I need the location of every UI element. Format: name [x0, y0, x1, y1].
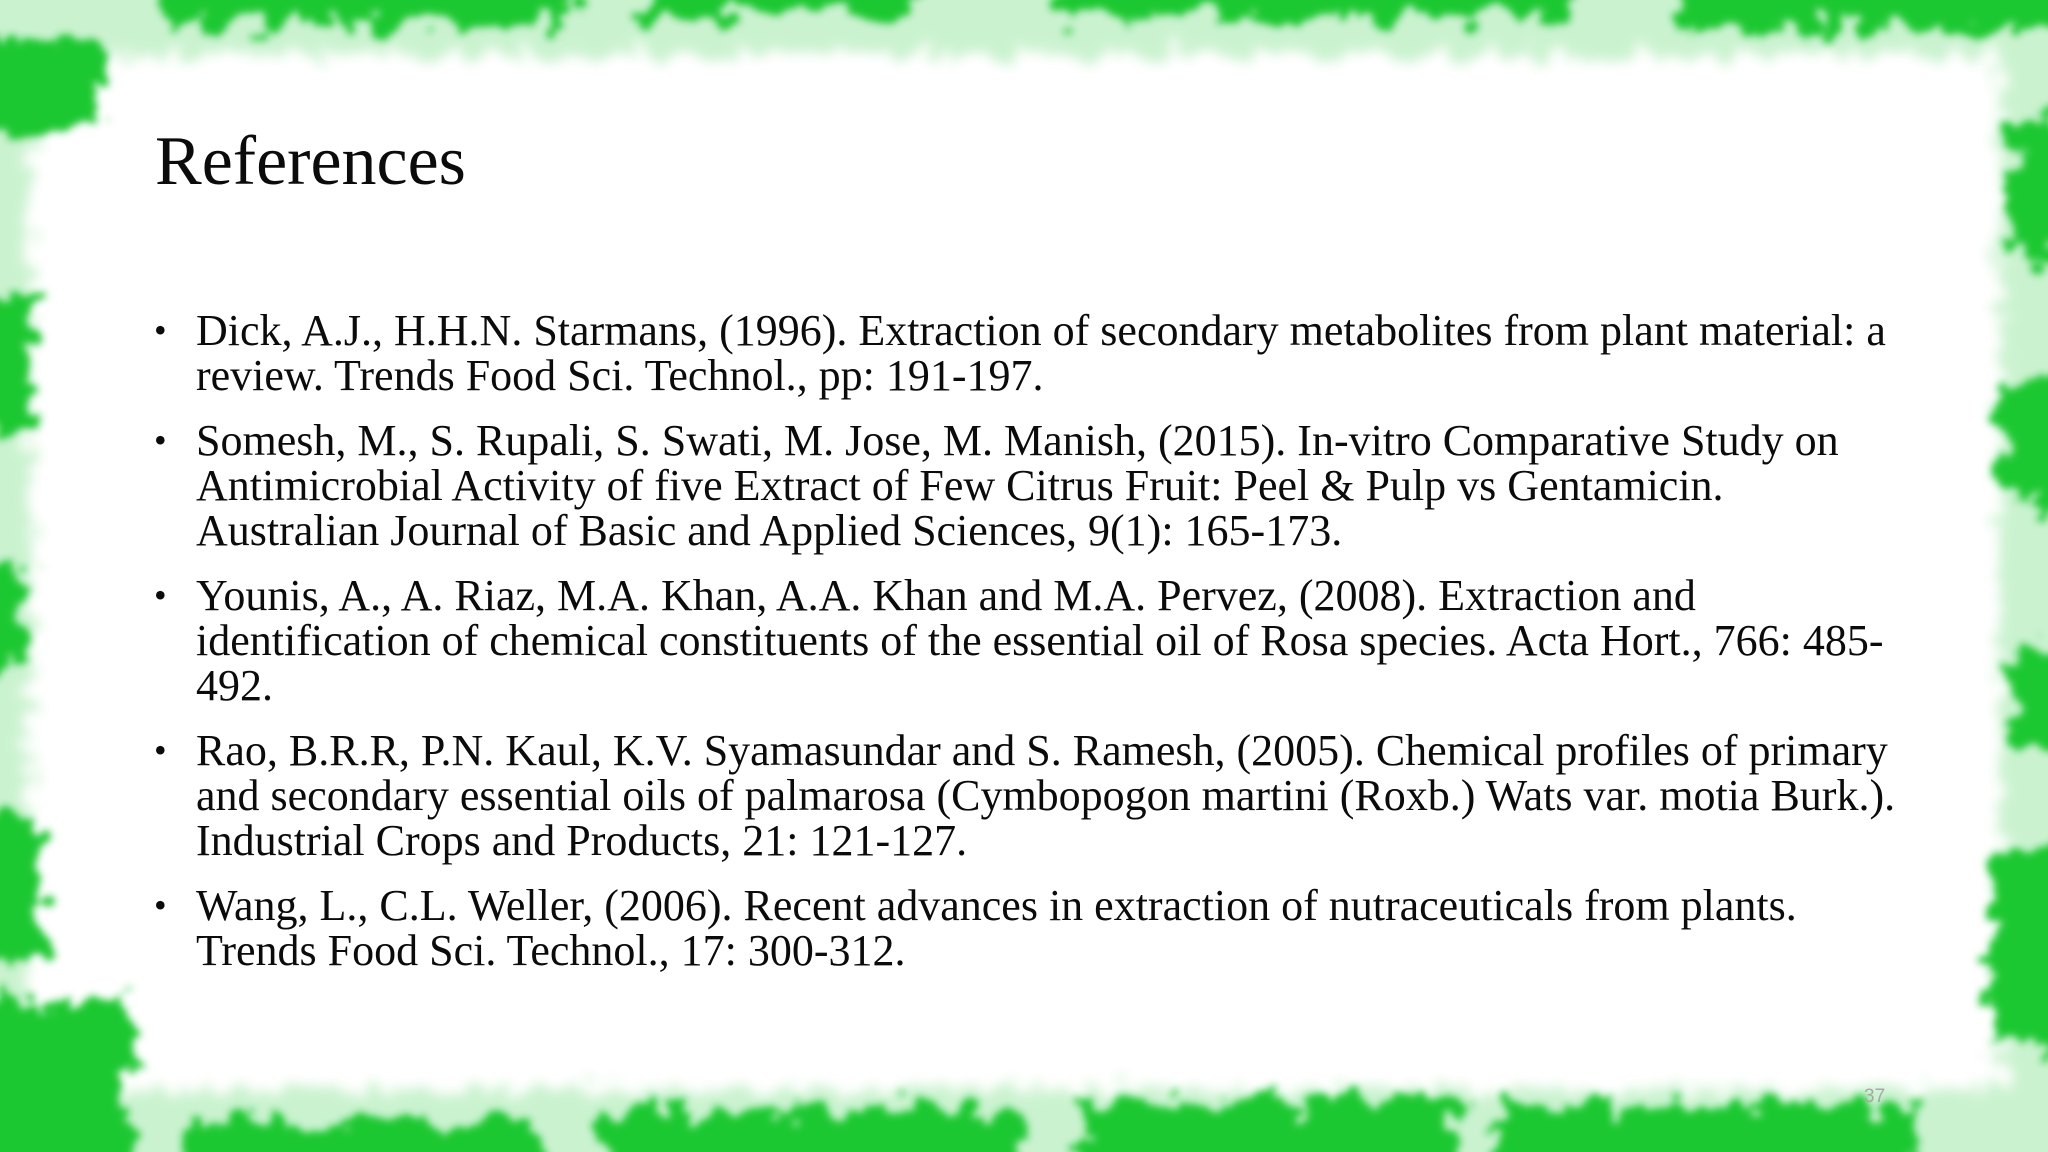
- reference-item: [150, 728, 1910, 863]
- reference-item: [150, 308, 1910, 398]
- reference-text: Somesh, M., S. Rupali, S. Swati, M. Jose, M. Manish, (2015). In-vitro Comparative Study on Antimicrobial Activity of five Extract of Few Citrus Fruit: Peel & Pulp vs Gentamicin. Australian Journal of Basic and Applied Sciences, 9(1): 165-173.: [196, 416, 1839, 555]
- bullet-icon: •: [154, 310, 167, 350]
- reference-text: Wang, L., C.L. Weller, (2006). Recent advances in extraction of nutraceuticals from plants. Trends Food Sci. Technol., 17: 300-312.: [196, 881, 1797, 975]
- bullet-icon: •: [154, 730, 167, 770]
- page-number: 37: [1864, 1086, 1886, 1107]
- reference-text: Younis, A., A. Riaz, M.A. Khan, A.A. Khan and M.A. Pervez, (2008). Extraction and identification of chemical constituents of the essential oil of Rosa species. Acta Hort., 766: 485-492.: [196, 571, 1884, 710]
- reference-item: [150, 883, 1910, 973]
- reference-item: [150, 573, 1910, 708]
- reference-text: Dick, A.J., H.H.N. Starmans, (1996). Extraction of secondary metabolites from plant material: a review. Trends Food Sci. Technol., pp: 191-197.: [196, 306, 1886, 400]
- references-list: [150, 308, 1910, 993]
- reference-text: Rao, B.R.R, P.N. Kaul, K.V. Syamasundar and S. Ramesh, (2005). Chemical profiles of primary and secondary essential oils of palmarosa (Cymbopogon martini (Roxb.) Wats var. motia Burk.). Industrial Crops and Products, 21: 121-127.: [196, 726, 1896, 865]
- reference-item: [150, 418, 1910, 553]
- bullet-icon: •: [154, 575, 167, 615]
- slide-title: References: [155, 123, 466, 200]
- bullet-icon: •: [154, 420, 167, 460]
- bullet-icon: •: [154, 885, 167, 925]
